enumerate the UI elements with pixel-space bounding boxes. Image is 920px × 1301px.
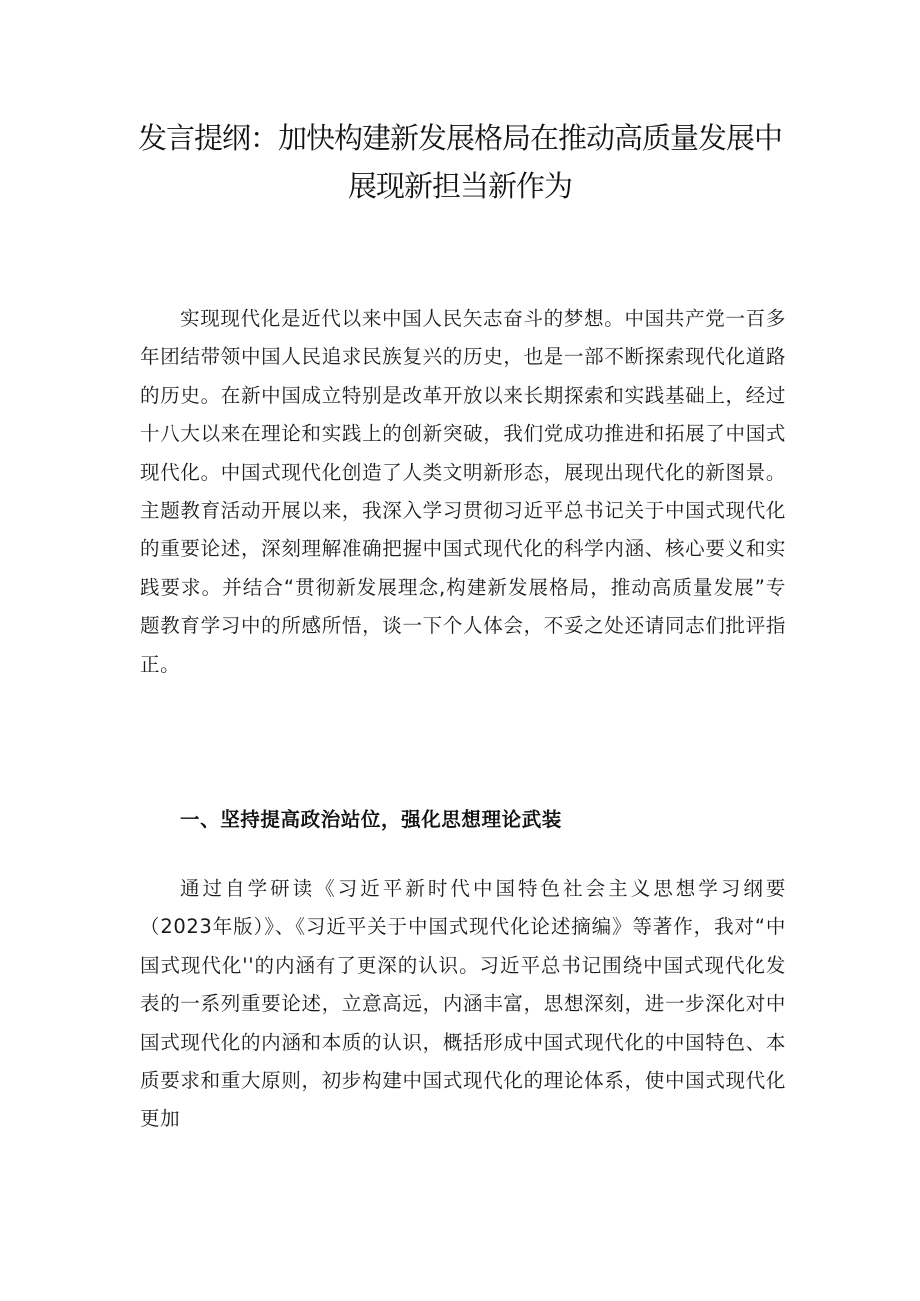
intro-paragraph: 实现现代化是近代以来中国人民矢志奋斗的梦想。中国共产党一百多年团结带领中国人民追求民族复兴的历史，也是一部不断探索现代化道路的历史。在新中国成立特别是改革开放以来长期探索和实践基础上，经过十八大以来在理论和实践上的创新突破，我们党成功推进和拓展了中国式现代化。中国式现代化创造了人类文明新形态，展现出现代化的新图景。主题教育活动开展以来，我深入学习贯彻习近平总书记关于中国式现代化的重要论述，深刻理解准确把握中国式现代化的科学内涵、核心要义和实践要求。并结合“贯彻新发展理念,构建新发展格局，推动高质量发展”专题教育学习中的所感所悟，谈一下个人体会，不妥之处还请同志们批评指正。 — [140, 307, 786, 676]
section-heading-1: 一、坚持提高政治站位，强化思想理论武装 — [180, 808, 562, 831]
document-title-line-2: 展现新担当新作为 — [347, 169, 572, 203]
document-title-line-1: 发言提纲：加快构建新发展格局在推动高质量发展中 — [137, 121, 782, 155]
body-paragraph-1: 通过自学研读《习近平新时代中国特色社会主义思想学习纲要（2023年版）》、《习近平关于中国式现代化论述摘编》等著作，我对“中国式现代化''的内涵有了更深的认识。习近平总书记围绕中国式现代化发表的一系列重要论述，立意高远，内涵丰富，思想深刻，进一步深化对中国式现代化的内涵和本质的认识，概括形成中国式现代化的中国特色、本质要求和重大原则，初步构建中国式现代化的理论体系，使中国式现代化更加 — [140, 877, 786, 1131]
